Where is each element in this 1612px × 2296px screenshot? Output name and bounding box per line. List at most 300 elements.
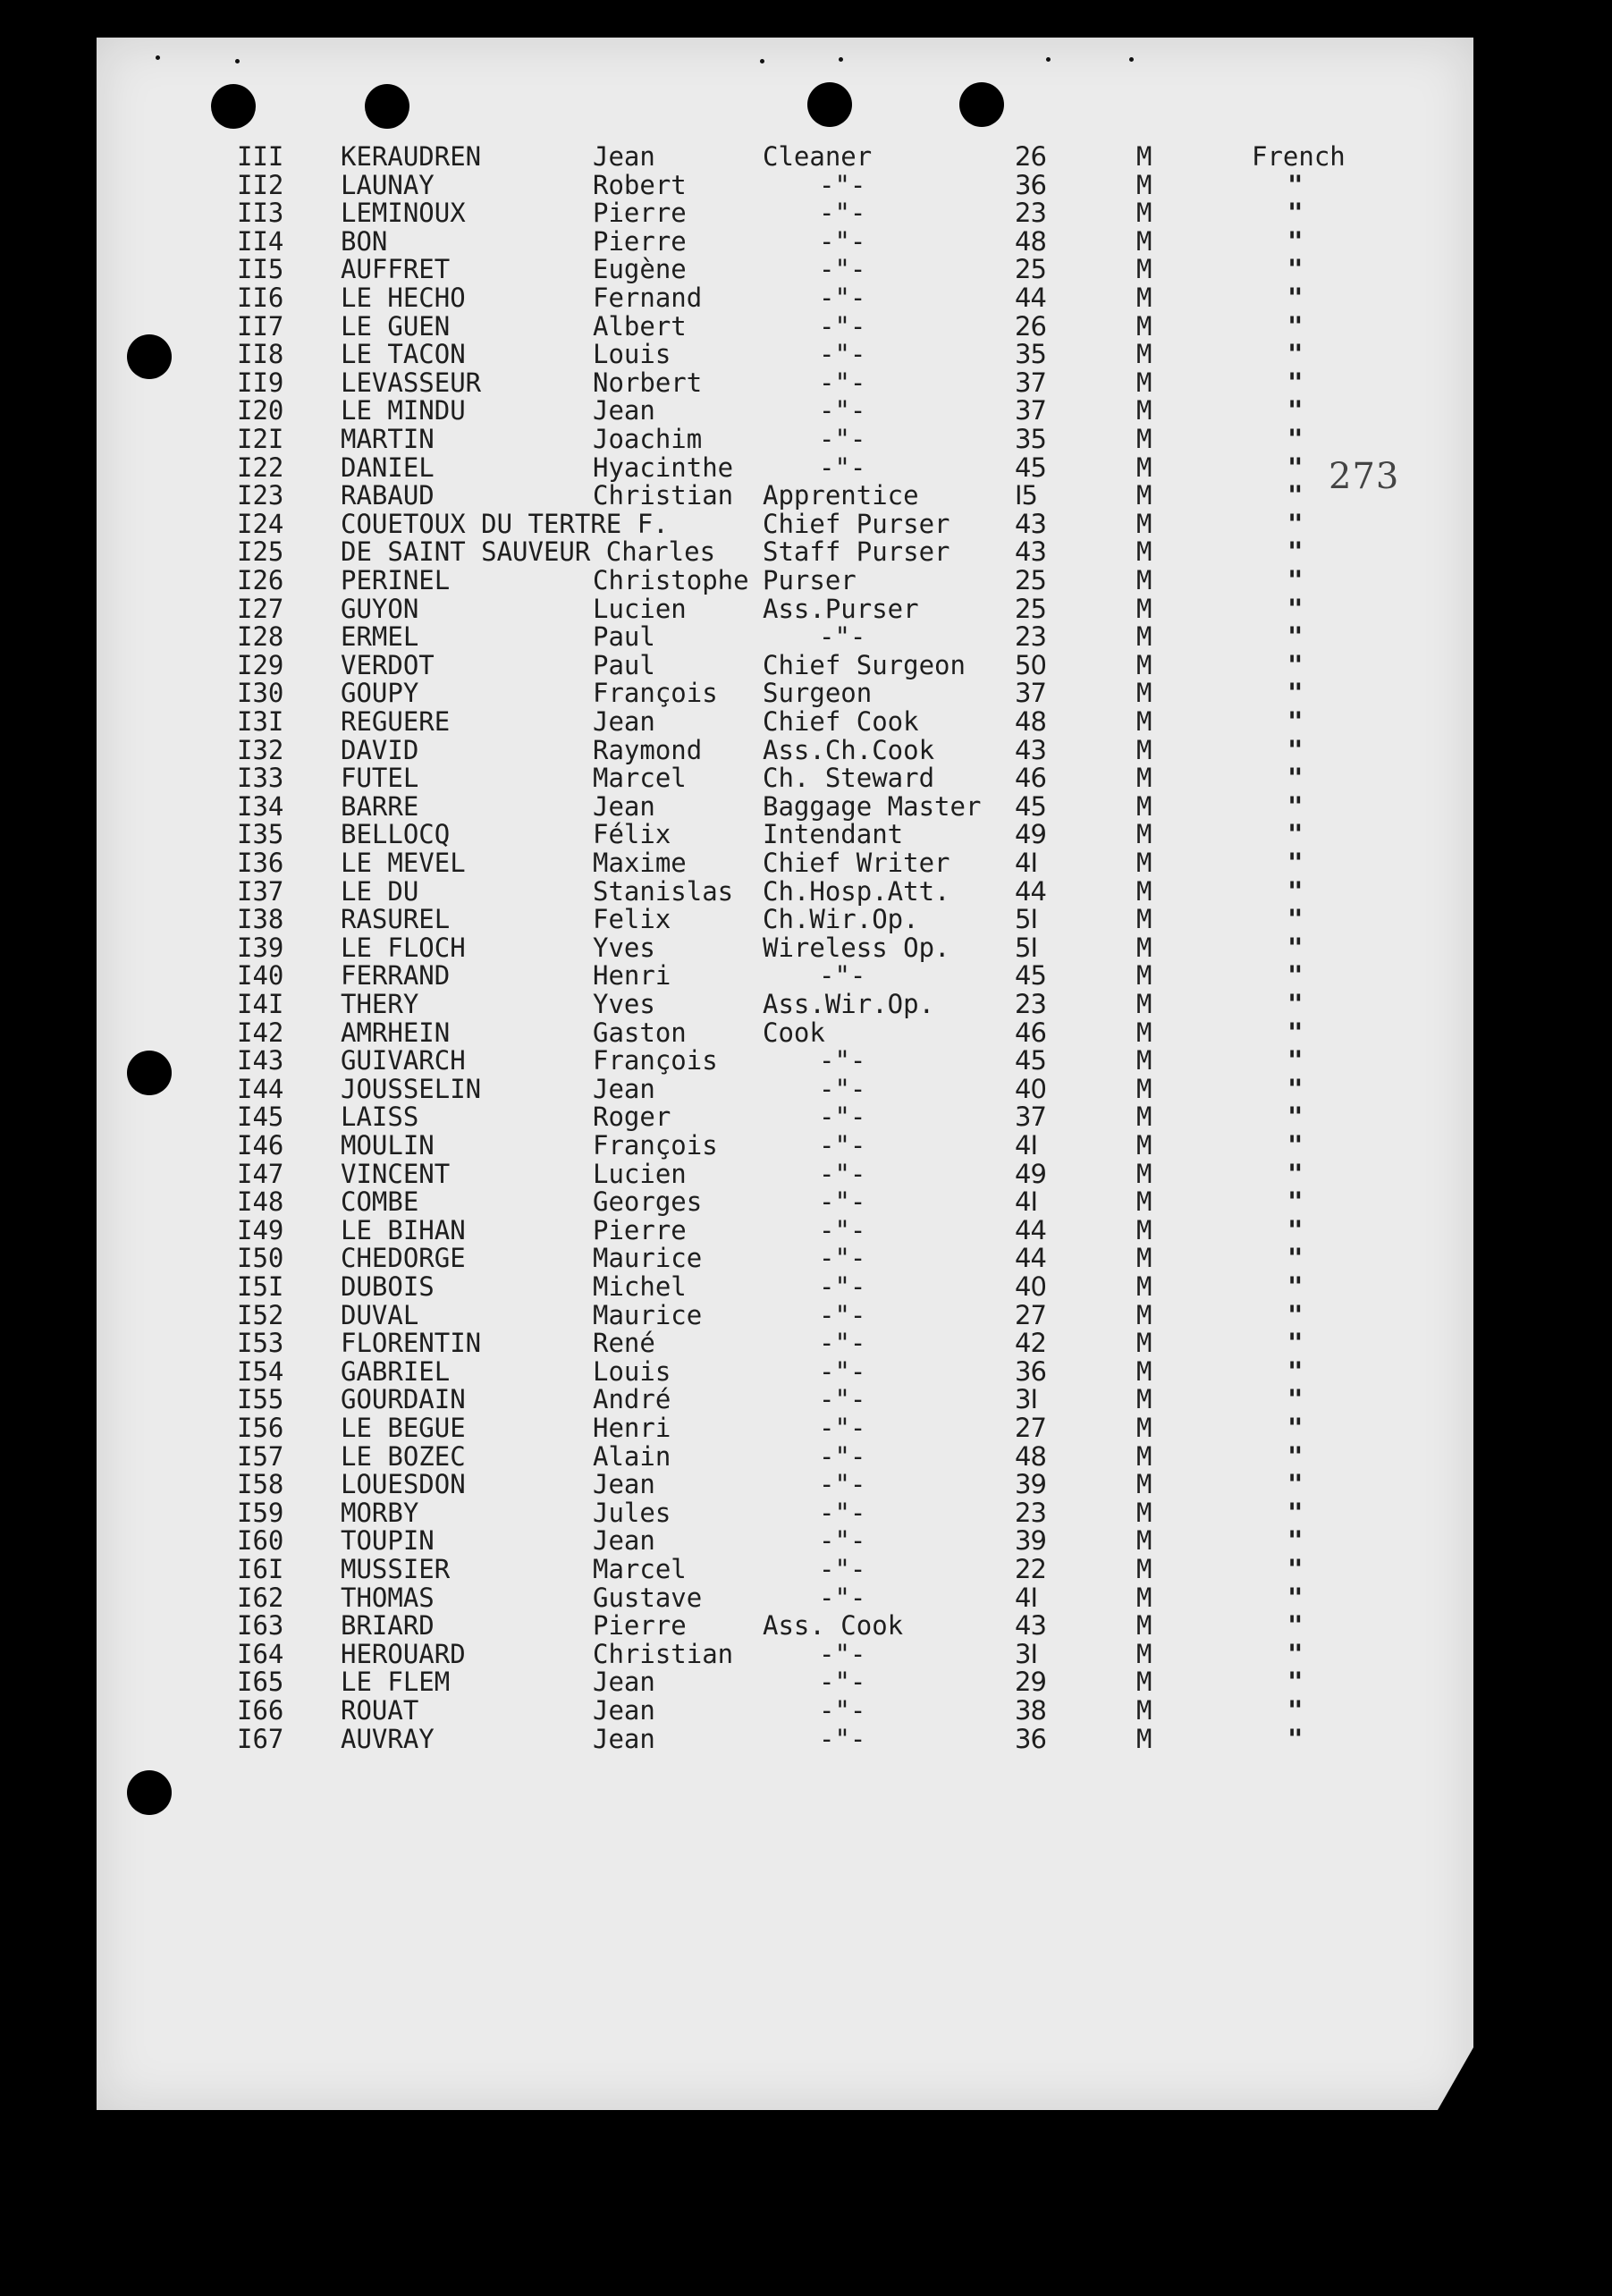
sex-cell: M xyxy=(1136,1413,1152,1443)
nationality-cell: " xyxy=(1287,621,1304,653)
sex-cell: M xyxy=(1136,1045,1152,1076)
table-row xyxy=(97,680,1473,708)
occupation-cell: Ass. Cook xyxy=(763,1610,904,1642)
occupation-cell: -"- xyxy=(819,1243,866,1274)
surname-cell: LEMINOUX xyxy=(341,198,466,229)
table-row xyxy=(97,1440,1473,1472)
sex-cell: M xyxy=(1136,932,1152,963)
occupation-cell: -"- xyxy=(819,1271,866,1302)
age-cell: 44 xyxy=(1015,1243,1046,1274)
age-cell: 39 xyxy=(1015,1525,1046,1557)
table-row xyxy=(97,1723,1473,1754)
nationality-cell: " xyxy=(1287,989,1304,1019)
first-name-cell: Jean xyxy=(593,395,655,426)
first-name-cell: François xyxy=(593,1045,718,1076)
nationality-cell: " xyxy=(1287,904,1304,935)
sex-cell: M xyxy=(1136,1214,1152,1245)
first-name-cell: Gustave xyxy=(593,1582,703,1613)
age-cell: 43 xyxy=(1015,536,1046,568)
age-cell: 44 xyxy=(1015,875,1046,907)
nationality-cell: " xyxy=(1287,1017,1304,1048)
table-row xyxy=(97,169,1473,200)
first-name-cell: Félix xyxy=(593,819,671,850)
age-cell: 45 xyxy=(1015,452,1046,483)
sex-cell: M xyxy=(1136,1525,1152,1557)
first-name-cell: Louis xyxy=(593,1355,671,1387)
first-name-cell: René xyxy=(593,1328,655,1359)
sex-cell: M xyxy=(1136,310,1152,342)
age-cell: 48 xyxy=(1015,225,1046,257)
sex-cell: M xyxy=(1136,283,1152,313)
sex-cell: M xyxy=(1136,790,1152,822)
occupation-cell: -"- xyxy=(819,1299,866,1330)
surname-cell: LE FLEM xyxy=(341,1667,451,1698)
age-cell: 38 xyxy=(1015,1695,1046,1726)
sex-cell: M xyxy=(1136,1723,1152,1754)
sex-cell: M xyxy=(1136,508,1152,539)
nationality-cell: " xyxy=(1287,169,1304,200)
table-row xyxy=(97,284,1473,313)
occupation-cell: -"- xyxy=(819,1045,866,1076)
nationality-cell: " xyxy=(1287,1299,1304,1330)
punch-hole-top-1 xyxy=(211,84,256,129)
age-cell: 29 xyxy=(1015,1667,1046,1698)
first-name-cell: Jean xyxy=(593,790,655,822)
row-number: I39 xyxy=(237,932,284,963)
nationality-cell: " xyxy=(1287,848,1304,878)
table-row xyxy=(97,1499,1473,1528)
row-number: I32 xyxy=(237,734,284,765)
surname-cell: MORBY xyxy=(341,1497,419,1528)
occupation-cell: -"- xyxy=(819,1695,866,1726)
age-cell: 23 xyxy=(1015,621,1046,653)
table-row xyxy=(97,1158,1473,1189)
sex-cell: M xyxy=(1136,254,1152,285)
surname-cell: GABRIEL xyxy=(341,1355,451,1387)
nationality-cell: " xyxy=(1287,339,1304,370)
punch-hole-top-4 xyxy=(959,82,1004,127)
first-name-cell: Maurice xyxy=(593,1299,703,1330)
surname-cell: DUBOIS xyxy=(341,1271,435,1302)
occupation-cell: Surgeon xyxy=(763,678,873,709)
nationality-cell: " xyxy=(1287,225,1304,257)
nationality-cell: " xyxy=(1287,1243,1304,1274)
sex-cell: M xyxy=(1136,1497,1152,1528)
nationality-cell: " xyxy=(1287,1497,1304,1528)
table-row xyxy=(97,143,1473,172)
sex-cell: M xyxy=(1136,480,1152,511)
first-name-cell: Christian xyxy=(593,1638,734,1669)
surname-cell: MOULIN xyxy=(341,1130,435,1161)
table-row xyxy=(97,199,1473,228)
row-number: I47 xyxy=(237,1158,284,1189)
age-cell: 44 xyxy=(1015,283,1046,313)
row-number: I43 xyxy=(237,1045,284,1076)
age-cell: 45 xyxy=(1015,1045,1046,1076)
sex-cell: M xyxy=(1136,1328,1152,1359)
surname-cell: REGUERE xyxy=(341,706,451,737)
occupation-cell: Cook xyxy=(763,1017,825,1048)
occupation-cell: Chief Purser xyxy=(763,508,950,539)
nationality-cell: " xyxy=(1287,960,1304,992)
surname-cell: ROUAT xyxy=(341,1695,419,1726)
punch-hole-top-3 xyxy=(807,82,852,127)
occupation-cell: -"- xyxy=(819,395,866,426)
first-name-cell: Eugène xyxy=(593,254,687,285)
sex-cell: M xyxy=(1136,1695,1152,1726)
row-number: II7 xyxy=(237,310,284,342)
row-number: I36 xyxy=(237,848,284,878)
table-row xyxy=(97,538,1473,567)
row-number: I26 xyxy=(237,565,284,595)
occupation-cell: Chief Writer xyxy=(763,848,950,878)
nationality-cell: " xyxy=(1287,1328,1304,1359)
table-row xyxy=(97,1527,1473,1556)
first-name-cell: Robert xyxy=(593,169,687,200)
nationality-cell: " xyxy=(1287,932,1304,963)
table-row xyxy=(97,426,1473,454)
first-name-cell: Paul xyxy=(593,621,655,653)
nationality-cell: " xyxy=(1287,536,1304,568)
row-number: I28 xyxy=(237,621,284,653)
table-row xyxy=(97,1214,1473,1245)
occupation-cell: -"- xyxy=(819,254,866,285)
surname-cell: LE MEVEL xyxy=(341,848,466,878)
first-name-cell: Jean xyxy=(593,1525,655,1557)
surname-cell: VERDOT xyxy=(341,649,435,680)
first-name-cell: Lucien xyxy=(593,593,687,624)
age-cell: 25 xyxy=(1015,593,1046,624)
nationality-cell: " xyxy=(1287,1355,1304,1387)
table-row xyxy=(97,1584,1473,1613)
row-number: I37 xyxy=(237,875,284,907)
nationality-cell: " xyxy=(1287,875,1304,907)
nationality-cell: " xyxy=(1287,310,1304,342)
first-name-cell: Hyacinthe xyxy=(593,452,734,483)
age-cell: 5I xyxy=(1015,904,1038,935)
table-row xyxy=(97,1103,1473,1132)
age-cell: 35 xyxy=(1015,424,1046,454)
first-name-cell: Jean xyxy=(593,141,655,172)
row-number: I60 xyxy=(237,1525,284,1557)
age-cell: 36 xyxy=(1015,1355,1046,1387)
sex-cell: M xyxy=(1136,904,1152,935)
sex-cell: M xyxy=(1136,395,1152,426)
nationality-cell: " xyxy=(1287,1158,1304,1189)
sex-cell: M xyxy=(1136,1440,1152,1472)
sex-cell: M xyxy=(1136,1554,1152,1584)
first-name-cell: Roger xyxy=(593,1102,671,1133)
row-number: I30 xyxy=(237,678,284,709)
surname-cell: FLORENTIN xyxy=(341,1328,482,1359)
table-row xyxy=(97,1299,1473,1330)
document-page xyxy=(97,38,1473,2110)
age-cell: 23 xyxy=(1015,198,1046,229)
ink-speck xyxy=(235,59,240,63)
table-row xyxy=(97,623,1473,652)
sex-cell: M xyxy=(1136,621,1152,653)
occupation-cell: Ch.Hosp.Att. xyxy=(763,875,950,907)
age-cell: 23 xyxy=(1015,1497,1046,1528)
row-number: I42 xyxy=(237,1017,284,1048)
nationality-cell: " xyxy=(1287,424,1304,454)
age-cell: 43 xyxy=(1015,508,1046,539)
surname-cell: LE TACON xyxy=(341,339,466,370)
sex-cell: M xyxy=(1136,848,1152,878)
age-cell: 27 xyxy=(1015,1413,1046,1443)
first-name-cell: Jean xyxy=(593,706,655,737)
ink-speck xyxy=(156,55,160,60)
occupation-cell: -"- xyxy=(819,1667,866,1698)
nationality-cell: " xyxy=(1287,395,1304,426)
table-row xyxy=(97,790,1473,822)
surname-cell: MUSSIER xyxy=(341,1554,451,1584)
occupation-cell: Wireless Op. xyxy=(763,932,950,963)
sex-cell: M xyxy=(1136,1102,1152,1133)
row-number: I23 xyxy=(237,480,284,511)
sex-cell: M xyxy=(1136,1355,1152,1387)
first-name-cell: Yves xyxy=(593,989,655,1019)
nationality-cell: " xyxy=(1287,480,1304,511)
sex-cell: M xyxy=(1136,1299,1152,1330)
occupation-cell: Chief Cook xyxy=(763,706,919,737)
first-name-cell: Alain xyxy=(593,1440,671,1472)
first-name-cell: Marcel xyxy=(593,763,687,794)
table-row xyxy=(97,1471,1473,1499)
first-name-cell: Henri xyxy=(593,1413,671,1443)
page-corner-fold xyxy=(1438,2047,1473,2110)
table-row xyxy=(97,1073,1473,1104)
surname-cell: CHEDORGE xyxy=(341,1243,466,1274)
occupation-cell: Baggage Master xyxy=(763,790,982,822)
age-cell: 37 xyxy=(1015,1102,1046,1133)
table-row xyxy=(97,225,1473,257)
occupation-cell: -"- xyxy=(819,1723,866,1754)
age-cell: 5I xyxy=(1015,932,1038,963)
age-cell: 35 xyxy=(1015,339,1046,370)
occupation-cell: -"- xyxy=(819,1130,866,1161)
occupation-cell: -"- xyxy=(819,1328,866,1359)
row-number: II2 xyxy=(237,169,284,200)
table-row xyxy=(97,482,1473,511)
first-name-cell: Raymond xyxy=(593,734,703,765)
occupation-cell: Ass.Wir.Op. xyxy=(763,989,935,1019)
sex-cell: M xyxy=(1136,1243,1152,1274)
surname-cell: AUFFRET xyxy=(341,254,451,285)
sex-cell: M xyxy=(1136,649,1152,680)
occupation-cell: Apprentice xyxy=(763,480,919,511)
surname-cell: THERY xyxy=(341,989,419,1019)
occupation-cell: -"- xyxy=(819,1638,866,1669)
occupation-cell: -"- xyxy=(819,169,866,200)
nationality-cell: " xyxy=(1287,1638,1304,1669)
nationality-cell: " xyxy=(1287,1610,1304,1642)
ink-speck xyxy=(1046,57,1051,62)
table-row xyxy=(97,991,1473,1019)
sex-cell: M xyxy=(1136,536,1152,568)
surname-cell: GUYON xyxy=(341,593,419,624)
row-number: I48 xyxy=(237,1186,284,1218)
age-cell: 4I xyxy=(1015,848,1038,878)
row-number: I24 xyxy=(237,508,284,539)
occupation-cell: Chief Surgeon xyxy=(763,649,966,680)
table-row xyxy=(97,1414,1473,1443)
surname-cell: LEVASSEUR xyxy=(341,367,482,398)
table-row xyxy=(97,397,1473,426)
nationality-cell: " xyxy=(1287,1186,1304,1218)
table-row xyxy=(97,649,1473,680)
first-name-cell: Fernand xyxy=(593,283,703,313)
sex-cell: M xyxy=(1136,1582,1152,1613)
first-name-cell: Maxime xyxy=(593,848,687,878)
surname-cell: LE GUEN xyxy=(341,310,451,342)
surname-cell: DANIEL xyxy=(341,452,435,483)
surname-cell: LE BOZEC xyxy=(341,1440,466,1472)
first-name-cell: André xyxy=(593,1384,671,1415)
table-row xyxy=(97,1329,1473,1358)
occupation-cell: -"- xyxy=(819,1384,866,1415)
row-number: I27 xyxy=(237,593,284,624)
row-number: I22 xyxy=(237,452,284,483)
table-row xyxy=(97,567,1473,595)
table-row xyxy=(97,1273,1473,1302)
age-cell: 3I xyxy=(1015,1384,1038,1415)
first-name-cell: Marcel xyxy=(593,1554,687,1584)
sex-cell: M xyxy=(1136,763,1152,794)
surname-cell: JOUSSELIN xyxy=(341,1073,482,1104)
nationality-cell: " xyxy=(1287,1130,1304,1161)
surname-cell: AMRHEIN xyxy=(341,1017,451,1048)
nationality-cell: " xyxy=(1287,1525,1304,1557)
sex-cell: M xyxy=(1136,1384,1152,1415)
age-cell: 40 xyxy=(1015,1073,1046,1104)
table-row xyxy=(97,1386,1473,1414)
first-name-cell: Yves xyxy=(593,932,655,963)
table-row xyxy=(97,962,1473,991)
row-number: I2I xyxy=(237,424,284,454)
surname-cell: LAISS xyxy=(341,1102,419,1133)
sex-cell: M xyxy=(1136,734,1152,765)
age-cell: 25 xyxy=(1015,254,1046,285)
row-number: I54 xyxy=(237,1355,284,1387)
occupation-cell: -"- xyxy=(819,198,866,229)
nationality-cell: " xyxy=(1287,763,1304,794)
occupation-cell: -"- xyxy=(819,339,866,370)
age-cell: 26 xyxy=(1015,141,1046,172)
row-number: I64 xyxy=(237,1638,284,1669)
surname-cell: DE SAINT SAUVEUR Charles xyxy=(341,536,716,568)
nationality-cell: " xyxy=(1287,734,1304,765)
row-number: I59 xyxy=(237,1497,284,1528)
occupation-cell: -"- xyxy=(819,1554,866,1584)
age-cell: 26 xyxy=(1015,310,1046,342)
row-number: I55 xyxy=(237,1384,284,1415)
table-row xyxy=(97,934,1473,963)
row-number: I46 xyxy=(237,1130,284,1161)
occupation-cell: -"- xyxy=(819,1073,866,1104)
nationality-cell: " xyxy=(1287,1214,1304,1245)
surname-cell: BELLOCQ xyxy=(341,819,451,850)
table-row xyxy=(97,454,1473,483)
surname-cell: BARRE xyxy=(341,790,419,822)
row-number: II3 xyxy=(237,198,284,229)
first-name-cell: Paul xyxy=(593,649,655,680)
row-number: I67 xyxy=(237,1723,284,1754)
age-cell: I5 xyxy=(1015,480,1038,511)
sex-cell: M xyxy=(1136,1017,1152,1048)
occupation-cell: -"- xyxy=(819,225,866,257)
age-cell: 40 xyxy=(1015,1271,1046,1302)
surname-cell: TOUPIN xyxy=(341,1525,435,1557)
row-number: I25 xyxy=(237,536,284,568)
table-row xyxy=(97,369,1473,398)
occupation-cell: -"- xyxy=(819,1355,866,1387)
surname-cell: BON xyxy=(341,225,388,257)
table-row xyxy=(97,1019,1473,1048)
surname-cell: LE FLOCH xyxy=(341,932,466,963)
first-name-cell: Pierre xyxy=(593,225,687,257)
age-cell: 48 xyxy=(1015,706,1046,737)
age-cell: 36 xyxy=(1015,169,1046,200)
first-name-cell: Jean xyxy=(593,1695,655,1726)
first-name-cell: Jules xyxy=(593,1497,671,1528)
row-number: I57 xyxy=(237,1440,284,1472)
nationality-cell: " xyxy=(1287,254,1304,285)
row-number: I3I xyxy=(237,706,284,737)
age-cell: 42 xyxy=(1015,1328,1046,1359)
sex-cell: M xyxy=(1136,141,1152,172)
nationality-cell: " xyxy=(1287,1667,1304,1698)
first-name-cell: Felix xyxy=(593,904,671,935)
nationality-cell: " xyxy=(1287,1102,1304,1133)
nationality-cell: " xyxy=(1287,283,1304,313)
table-row xyxy=(97,1668,1473,1697)
nationality-cell: " xyxy=(1287,1695,1304,1726)
age-cell: 4I xyxy=(1015,1582,1038,1613)
age-cell: 49 xyxy=(1015,1158,1046,1189)
first-name-cell: Albert xyxy=(593,310,687,342)
sex-cell: M xyxy=(1136,339,1152,370)
surname-cell: LE BEGUE xyxy=(341,1413,466,1443)
age-cell: 46 xyxy=(1015,1017,1046,1048)
occupation-cell: -"- xyxy=(819,1497,866,1528)
sex-cell: M xyxy=(1136,1186,1152,1218)
row-number: I44 xyxy=(237,1073,284,1104)
row-number: II5 xyxy=(237,254,284,285)
row-number: I49 xyxy=(237,1214,284,1245)
table-row xyxy=(97,1556,1473,1584)
row-number: I29 xyxy=(237,649,284,680)
table-row xyxy=(97,1047,1473,1076)
table-row xyxy=(97,256,1473,284)
row-number: I20 xyxy=(237,395,284,426)
ink-speck xyxy=(760,59,764,63)
surname-cell: DAVID xyxy=(341,734,419,765)
row-number: I33 xyxy=(237,763,284,794)
surname-cell: LE BIHAN xyxy=(341,1214,466,1245)
surname-cell: VINCENT xyxy=(341,1158,451,1189)
surname-cell: RASUREL xyxy=(341,904,451,935)
age-cell: 45 xyxy=(1015,790,1046,822)
first-name-cell: Jean xyxy=(593,1073,655,1104)
surname-cell: FERRAND xyxy=(341,960,451,992)
nationality-cell: " xyxy=(1287,1723,1304,1754)
row-number: I4I xyxy=(237,989,284,1019)
sex-cell: M xyxy=(1136,706,1152,737)
age-cell: 44 xyxy=(1015,1214,1046,1245)
sex-cell: M xyxy=(1136,424,1152,454)
sex-cell: M xyxy=(1136,169,1152,200)
